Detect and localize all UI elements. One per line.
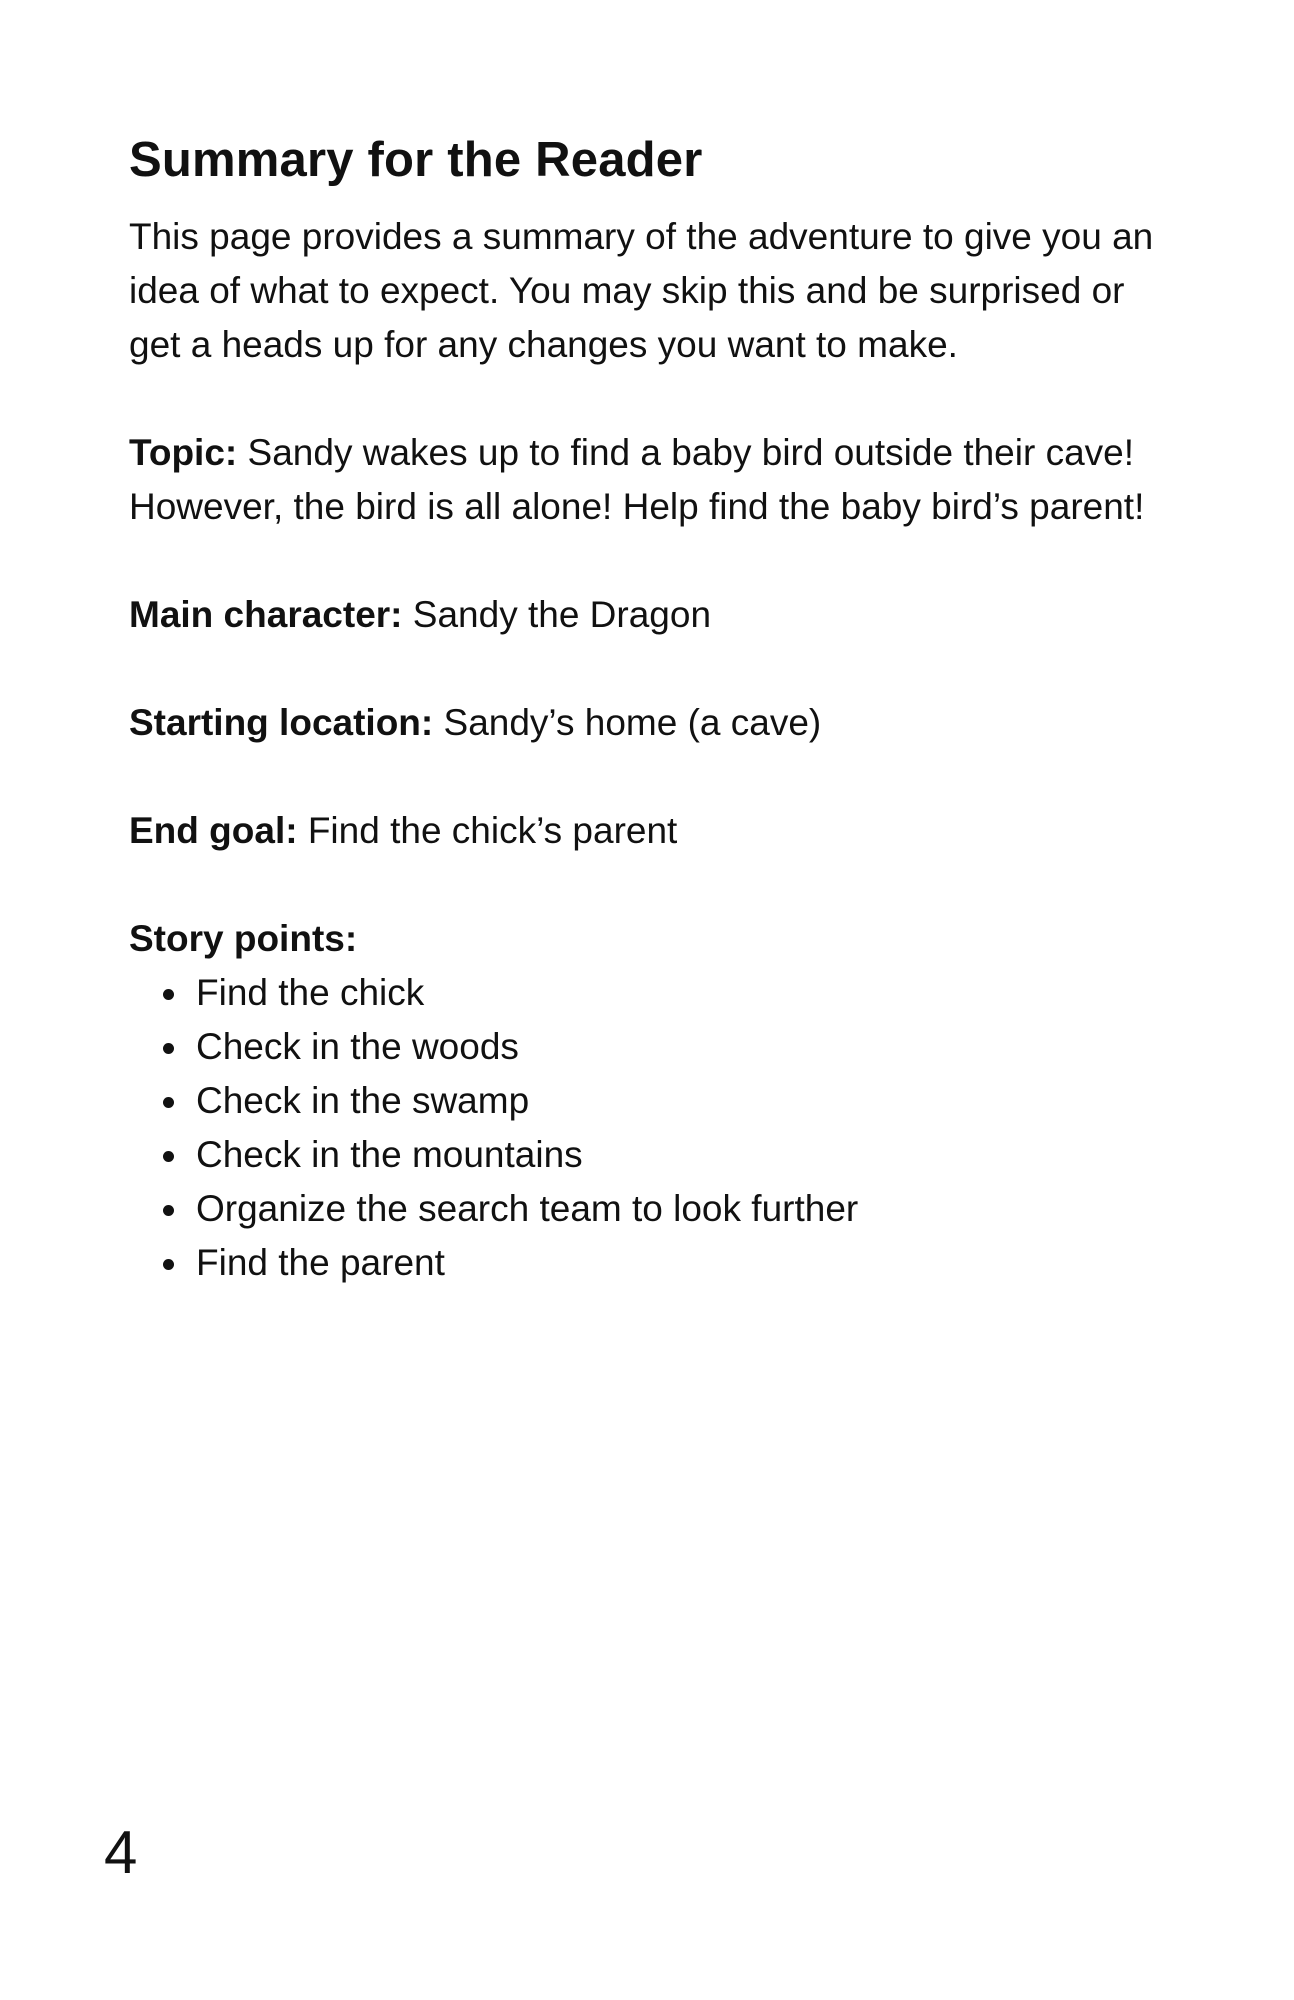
summary-content xyxy=(129,128,1169,1290)
story-point-item xyxy=(163,1128,1169,1182)
starting-location-label: Starting location: xyxy=(129,702,434,743)
story-point-text: Organize the search team to look further xyxy=(196,1188,859,1229)
bullet-icon xyxy=(163,989,174,1000)
bullet-icon xyxy=(163,1151,174,1162)
main-character-field xyxy=(129,588,1169,642)
end-goal-value: Find the chick’s parent xyxy=(297,810,678,851)
main-character-value: Sandy the Dragon xyxy=(402,594,712,635)
story-points-list xyxy=(129,966,1169,1290)
starting-location-field xyxy=(129,696,1169,750)
bullet-icon xyxy=(163,1205,174,1216)
bullet-icon xyxy=(163,1259,174,1270)
starting-location-value: Sandy’s home (a cave) xyxy=(433,702,822,743)
story-point-text: Check in the mountains xyxy=(196,1134,583,1175)
page-number: 4 xyxy=(104,1819,138,1886)
story-point-item xyxy=(163,1182,1169,1236)
topic-label: Topic: xyxy=(129,432,238,473)
story-point-text: Find the chick xyxy=(196,972,425,1013)
end-goal-label: End goal: xyxy=(129,810,298,851)
end-goal-field xyxy=(129,804,1169,858)
story-point-item xyxy=(163,1074,1169,1128)
story-point-item xyxy=(163,966,1169,1020)
story-point-text: Find the parent xyxy=(196,1242,445,1283)
story-points-label: Story points: xyxy=(129,918,358,959)
story-point-text: Check in the woods xyxy=(196,1026,519,1067)
story-point-item xyxy=(163,1236,1169,1290)
story-point-text: Check in the swamp xyxy=(196,1080,530,1121)
topic-value: Sandy wakes up to find a baby bird outside their cave! However, the bird is all alone! Help find the baby bird’s parent! xyxy=(129,432,1145,527)
page-title: Summary for the Reader xyxy=(129,133,703,187)
topic-field xyxy=(129,426,1169,534)
bullet-icon xyxy=(163,1043,174,1054)
main-character-label: Main character: xyxy=(129,594,403,635)
intro-paragraph: This page provides a summary of the adventure to give you an idea of what to expect. You may skip this and be surprised or get a heads up for any changes you want to make. xyxy=(129,216,1154,365)
story-point-item xyxy=(163,1020,1169,1074)
bullet-icon xyxy=(163,1097,174,1108)
